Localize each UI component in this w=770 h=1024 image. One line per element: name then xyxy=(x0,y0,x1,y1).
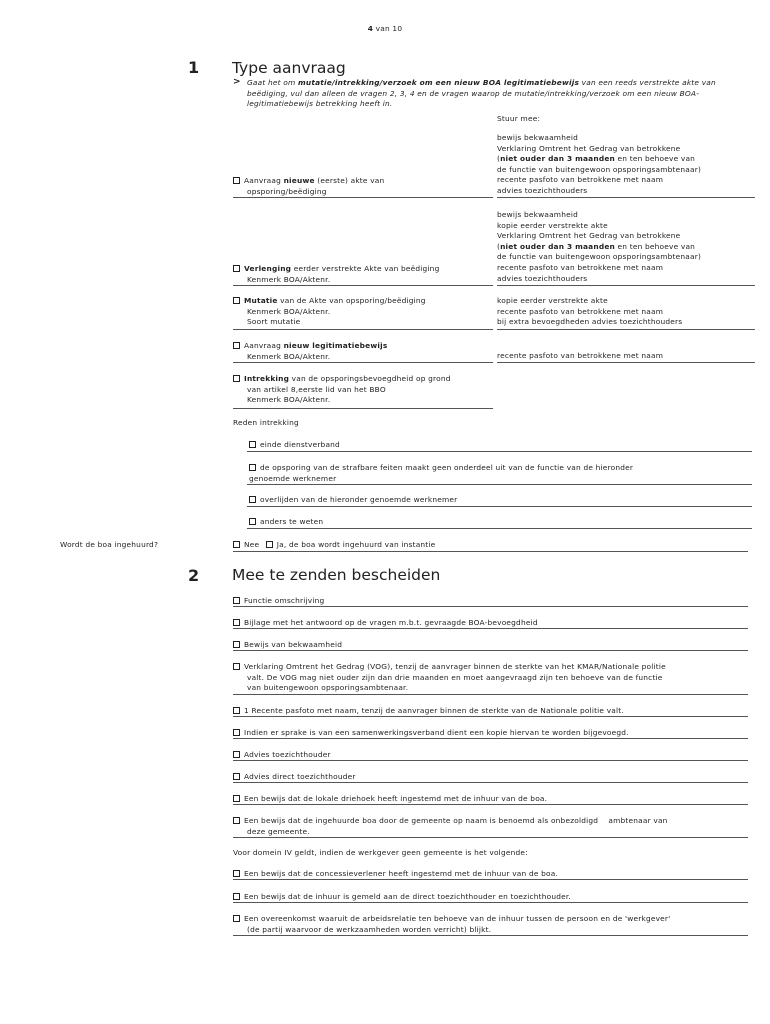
doc-item-12[interactable]: Een bewijs dat de inhuur is gemeld aan de direct toezichthouder en toezichthouder. xyxy=(233,892,571,903)
doc-item-2[interactable]: Bijlage met het antwoord op de vragen m.b.t. gevraagde BOA-bevoegdheid xyxy=(233,618,538,629)
checkbox-legitimatie[interactable] xyxy=(233,342,240,349)
doc-item-5[interactable]: 1 Recente pasfoto met naam, tenzij de aanvrager binnen de sterkte van de Nationale politie valt. xyxy=(233,706,624,717)
docs-mutatie: kopie eerder verstrekte akte recente pasfoto van betrokkene met naam bij extra bevoegdheden advies toezichthouders xyxy=(497,296,683,327)
doc-item-6[interactable]: Indien er sprake is van een samenwerkingsverband dient een kopie hiervan te worden bijgevoegd. xyxy=(233,728,629,739)
option-mutatie[interactable]: Mutatie van de Akte van opsporing/beëdiging Kenmerk BOA/Aktenr. Soort mutatie xyxy=(233,296,493,328)
checkbox-nieuwe[interactable] xyxy=(233,177,240,184)
reden-option-1[interactable]: einde dienstverband xyxy=(249,440,340,451)
checkbox-doc-3[interactable] xyxy=(233,641,240,648)
section-number-2: 2 xyxy=(188,566,200,585)
checkbox-doc-13[interactable] xyxy=(233,915,240,922)
checkbox-verlenging[interactable] xyxy=(233,265,240,272)
option-intrekking[interactable]: Intrekking van de opsporingsbevoegdheid op grond van artikel 8,eerste lid van het BBO Kenmerk BOA/Aktenr. xyxy=(233,374,493,406)
ingehuurd-options[interactable]: Nee Ja, de boa wordt ingehuurd van instantie xyxy=(233,540,435,551)
stuur-mee-label: Stuur mee: xyxy=(497,114,541,123)
section-title: Type aanvraag xyxy=(232,59,346,77)
doc-item-8[interactable]: Advies direct toezichthouder xyxy=(233,772,356,783)
arrow-icon: > xyxy=(233,77,241,87)
checkbox-reden-1[interactable] xyxy=(249,441,256,448)
option-legitimatie[interactable]: Aanvraag nieuw legitimatiebewijs Kenmerk BOA/Aktenr. xyxy=(233,341,493,362)
checkbox-nee[interactable] xyxy=(233,541,240,548)
option-nieuwe[interactable]: Aanvraag nieuwe (eerste) akte van opsporing/beëdiging xyxy=(233,176,493,197)
doc-item-13[interactable]: Een overeenkomst waaruit de arbeidsrelatie ten behoeve van de inhuur tussen de persoon en de 'werkgever' (de partij waarvoor de werkzaamheden worden verricht) blijkt. xyxy=(233,914,753,935)
checkbox-doc-9[interactable] xyxy=(233,795,240,802)
option-verlenging[interactable]: Verlenging eerder verstrekte Akte van beëdiging Kenmerk BOA/Aktenr. xyxy=(233,264,493,285)
checkbox-doc-6[interactable] xyxy=(233,729,240,736)
section-number: 1 xyxy=(188,58,200,77)
doc-item-9[interactable]: Een bewijs dat de lokale driehoek heeft ingestemd met de inhuur van de boa. xyxy=(233,794,547,805)
docs-legitimatie: recente pasfoto van betrokkene met naam xyxy=(497,351,664,360)
section-title-2: Mee te zenden bescheiden xyxy=(232,566,441,584)
reden-option-2[interactable]: de opsporing van de strafbare feiten maakt geen onderdeel uit van de functie van de hieronder genoemde werknemer xyxy=(249,463,634,483)
checkbox-doc-5[interactable] xyxy=(233,707,240,714)
doc-item-11[interactable]: Een bewijs dat de concessieverlener heeft ingestemd met de inhuur van de boa. xyxy=(233,869,558,880)
checkbox-ja[interactable] xyxy=(266,541,273,548)
checkbox-doc-4[interactable] xyxy=(233,663,240,670)
reden-option-3[interactable]: overlijden van de hieronder genoemde werknemer xyxy=(249,495,457,506)
ingehuurd-label: Wordt de boa ingehuurd? xyxy=(60,540,159,549)
doc-item-1[interactable]: Functie omschrijving xyxy=(233,596,324,607)
doc-item-4[interactable]: Verklaring Omtrent het Gedrag (VOG), tenzij de aanvrager binnen de sterkte van het KMAR/Nationale politie valt. De VOG mag niet ouder zijn dan drie maanden en moet aangevraagd zijn ten behoeve van de functie van buitengewoon opsporingsambtenaar. xyxy=(233,662,753,694)
checkbox-reden-4[interactable] xyxy=(249,518,256,525)
checkbox-intrekking[interactable] xyxy=(233,375,240,382)
checkbox-doc-11[interactable] xyxy=(233,870,240,877)
checkbox-doc-10[interactable] xyxy=(233,817,240,824)
doc-item-7[interactable]: Advies toezichthouder xyxy=(233,750,331,761)
reden-option-4[interactable]: anders te weten xyxy=(249,517,323,528)
docs-verlenging: bewijs bekwaamheid kopie eerder verstrekte akte Verklaring Omtrent het Gedrag van betrokkene (niet ouder dan 3 maanden en ten behoeve van de functie van buitengewoon opsporingsambtenaar) recente pasfoto van betrokkene met naam advies toezichthouders xyxy=(497,210,702,283)
doc-item-3[interactable]: Bewijs van bekwaamheid xyxy=(233,640,342,651)
page-number: 4 van 10 xyxy=(367,24,403,33)
intro-text: > Gaat het om mutatie/intrekking/verzoek om een nieuw BOA legitimatiebewijs van een reeds verstrekte akte van beëdiging, vul dan alleen de vragen 2, 3, 4 en de vragen waarop de mutatie/intrekking/verzoek om een nieuw BOA-legitimatiebewijs betrekking heeft in. xyxy=(233,77,716,109)
docs-nieuwe: bewijs bekwaamheid Verklaring Omtrent het Gedrag van betrokkene (niet ouder dan 3 maanden en ten behoeve van de functie van buitengewoon opsporingsambtenaar) recente pasfoto van betrokkene met naam advies toezichthouders xyxy=(497,133,702,195)
checkbox-reden-2[interactable] xyxy=(249,464,256,471)
doc-item-10[interactable]: Een bewijs dat de ingehuurde boa door de gemeente op naam is benoemd als onbezoldigd ambtenaar van deze gemeente. xyxy=(233,816,753,837)
checkbox-doc-1[interactable] xyxy=(233,597,240,604)
checkbox-mutatie[interactable] xyxy=(233,297,240,304)
checkbox-doc-2[interactable] xyxy=(233,619,240,626)
domein-iv-label: Voor domein IV geldt, indien de werkgever geen gemeente is het volgende: xyxy=(233,848,528,857)
reden-label: Reden intrekking xyxy=(233,418,299,427)
checkbox-doc-7[interactable] xyxy=(233,751,240,758)
checkbox-doc-12[interactable] xyxy=(233,893,240,900)
checkbox-doc-8[interactable] xyxy=(233,773,240,780)
checkbox-reden-3[interactable] xyxy=(249,496,256,503)
